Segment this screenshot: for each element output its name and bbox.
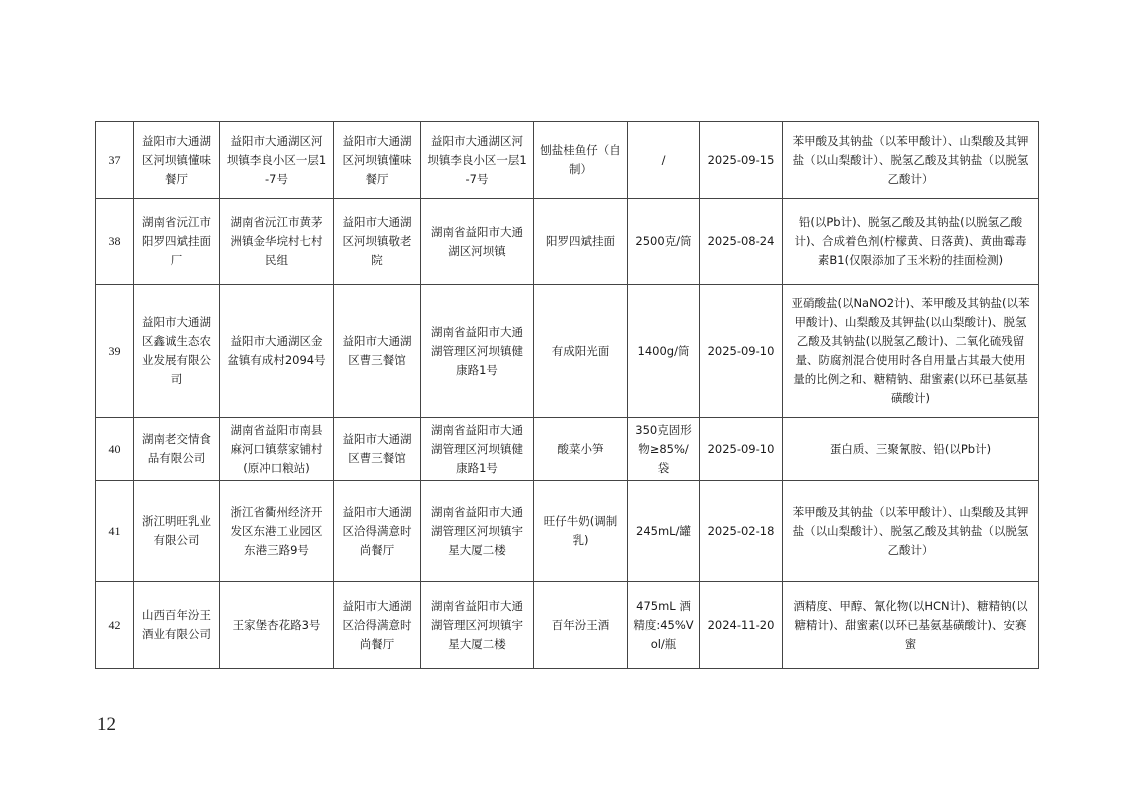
- producer-name: 益阳市大通湖区鑫诚生态农业发展有限公司: [134, 285, 220, 418]
- production-date: 2025-09-15: [700, 122, 783, 199]
- product-spec: 245mL/罐: [628, 481, 700, 582]
- producer-address: 湖南省益阳市南县麻河口镇蔡家铺村(原冲口粮站): [220, 418, 334, 481]
- inspection-items: 蛋白质、三聚氰胺、铅(以Pb计): [783, 418, 1039, 481]
- product-spec: /: [628, 122, 700, 199]
- producer-name: 山西百年汾王酒业有限公司: [134, 582, 220, 669]
- producer-name: 益阳市大通湖区河坝镇懂味餐厅: [134, 122, 220, 199]
- inspection-items: 苯甲酸及其钠盐（以苯甲酸计）、山梨酸及其钾盐（以山梨酸计）、脱氢乙酸及其钠盐（以脱氢乙酸计）: [783, 122, 1039, 199]
- product-spec: 1400g/筒: [628, 285, 700, 418]
- product-name: 阳罗四斌挂面: [534, 199, 628, 285]
- production-date: 2024-11-20: [700, 582, 783, 669]
- sampled-unit: 益阳市大通湖区洽得满意时尚餐厅: [334, 582, 421, 669]
- producer-name: 湖南老交情食品有限公司: [134, 418, 220, 481]
- table-row: [96, 418, 1039, 481]
- table-row: [96, 122, 1039, 199]
- row-number: 40: [96, 418, 134, 481]
- producer-name: 湖南省沅江市阳罗四斌挂面厂: [134, 199, 220, 285]
- producer-name: 浙江明旺乳业有限公司: [134, 481, 220, 582]
- product-name: 有成阳光面: [534, 285, 628, 418]
- production-date: 2025-09-10: [700, 285, 783, 418]
- row-number: 37: [96, 122, 134, 199]
- inspection-items: 酒精度、甲醇、氰化物(以HCN计)、糖精钠(以糖精计)、甜蜜素(以环已基氨基磺酸计)、安赛蜜: [783, 582, 1039, 669]
- product-name: 旺仔牛奶(调制乳): [534, 481, 628, 582]
- sampled-unit-address: 湖南省益阳市大通湖管理区河坝镇健康路1号: [421, 418, 534, 481]
- product-name: 百年汾王酒: [534, 582, 628, 669]
- table-row: [96, 285, 1039, 418]
- producer-address: 益阳市大通湖区金盆镇有成村2094号: [220, 285, 334, 418]
- sampled-unit-address: 湖南省益阳市大通湖管理区河坝镇宇星大厦二楼: [421, 481, 534, 582]
- product-spec: 2500克/筒: [628, 199, 700, 285]
- inspection-items: 苯甲酸及其钠盐（以苯甲酸计）、山梨酸及其钾盐（以山梨酸计）、脱氢乙酸及其钠盐（以脱氢乙酸计）: [783, 481, 1039, 582]
- row-number: 41: [96, 481, 134, 582]
- product-name: 酸菜小笋: [534, 418, 628, 481]
- sampling-results-table: [95, 121, 1039, 669]
- page-number: 12: [97, 714, 116, 735]
- producer-address: 浙江省衢州经济开发区东港工业园区东港三路9号: [220, 481, 334, 582]
- row-number: 42: [96, 582, 134, 669]
- sampled-unit: 益阳市大通湖区曹三餐馆: [334, 285, 421, 418]
- inspection-items: 铅(以Pb计)、脱氢乙酸及其钠盐(以脱氢乙酸计)、合成着色剂(柠檬黄、日落黄)、黄曲霉毒素B1(仅限添加了玉米粉的挂面检测): [783, 199, 1039, 285]
- sampled-unit-address: 益阳市大通湖区河坝镇李良小区一层1-7号: [421, 122, 534, 199]
- producer-address: 益阳市大通湖区河坝镇李良小区一层1-7号: [220, 122, 334, 199]
- production-date: 2025-09-10: [700, 418, 783, 481]
- sampled-unit: 益阳市大通湖区河坝镇懂味餐厅: [334, 122, 421, 199]
- sampled-unit: 益阳市大通湖区洽得满意时尚餐厅: [334, 481, 421, 582]
- producer-address: 湖南省沅江市黄茅洲镇金华垸村七村民组: [220, 199, 334, 285]
- product-name: 刨盐桂鱼仔（自制）: [534, 122, 628, 199]
- production-date: 2025-02-18: [700, 481, 783, 582]
- table-row: [96, 481, 1039, 582]
- product-spec: 350克固形物≥85%/袋: [628, 418, 700, 481]
- inspection-items: 亚硝酸盐(以NaNO2计)、苯甲酸及其钠盐(以苯甲酸计)、山梨酸及其钾盐(以山梨酸计)、脱氢乙酸及其钠盐(以脱氢乙酸计)、二氧化硫残留量、防腐剂混合使用时各自用量占其最大使用量的比例之和、糖精钠、甜蜜素(以环已基氨基磺酸计): [783, 285, 1039, 418]
- row-number: 39: [96, 285, 134, 418]
- row-number: 38: [96, 199, 134, 285]
- product-spec: 475mL 酒精度:45%Vol/瓶: [628, 582, 700, 669]
- table-row: [96, 582, 1039, 669]
- sampled-unit-address: 湖南省益阳市大通湖管理区河坝镇健康路1号: [421, 285, 534, 418]
- sampled-unit-address: 湖南省益阳市大通湖区河坝镇: [421, 199, 534, 285]
- producer-address: 王家堡杏花路3号: [220, 582, 334, 669]
- table-row: [96, 199, 1039, 285]
- production-date: 2025-08-24: [700, 199, 783, 285]
- sampled-unit: 益阳市大通湖区河坝镇敬老院: [334, 199, 421, 285]
- sampled-unit: 益阳市大通湖区曹三餐馆: [334, 418, 421, 481]
- sampled-unit-address: 湖南省益阳市大通湖管理区河坝镇宇星大厦二楼: [421, 582, 534, 669]
